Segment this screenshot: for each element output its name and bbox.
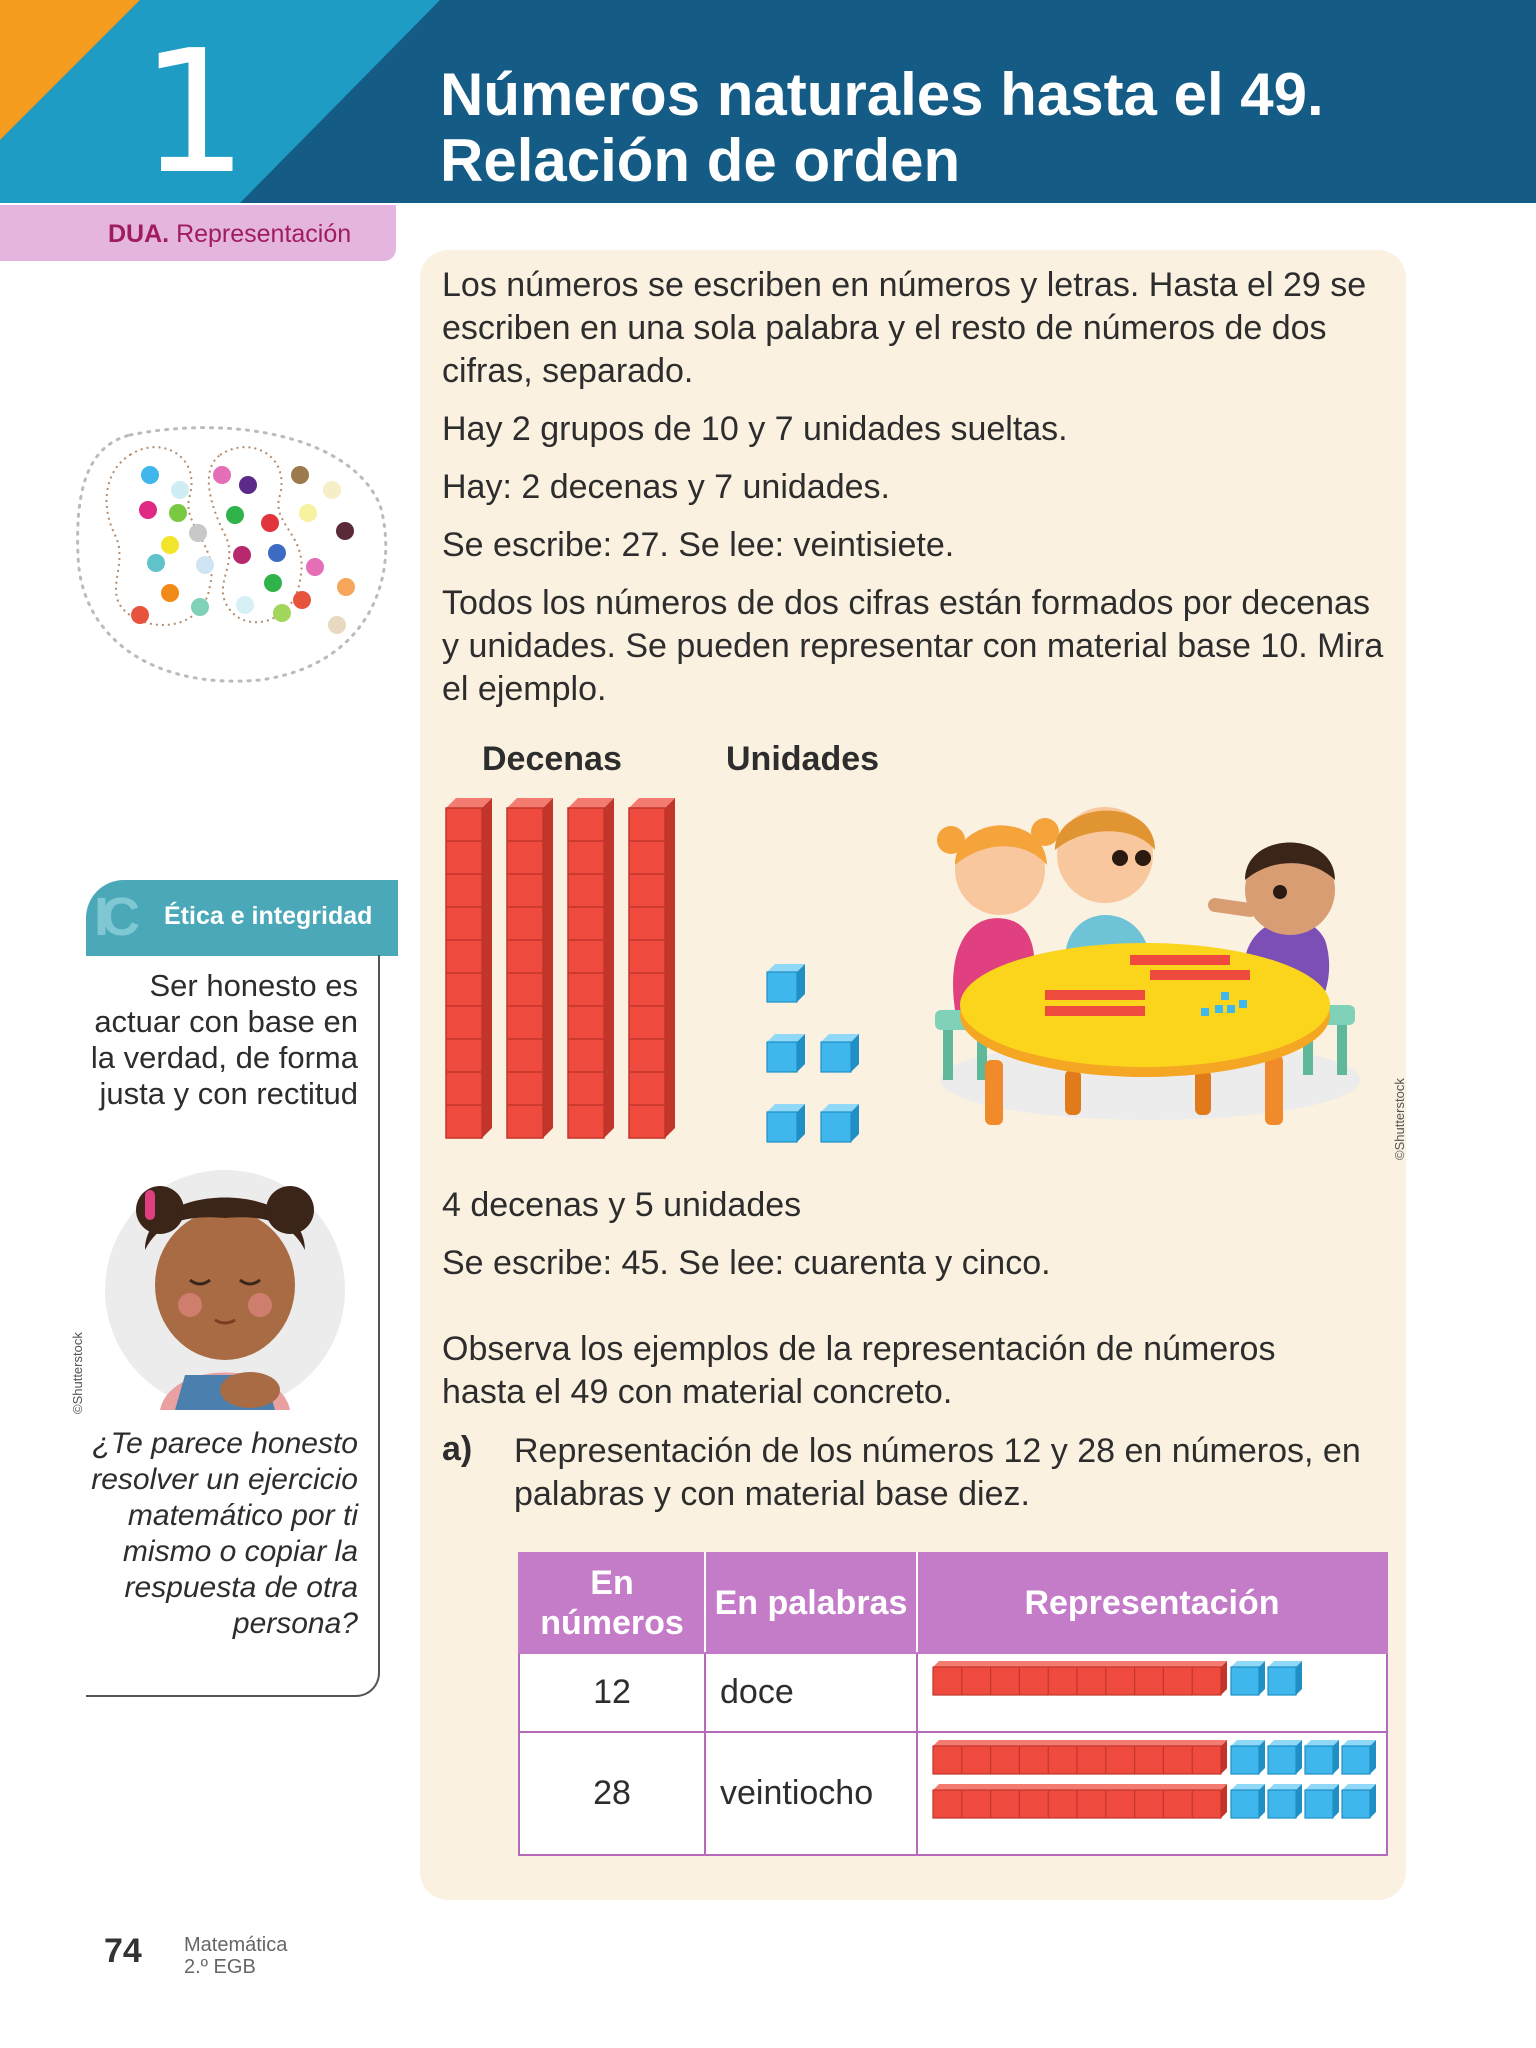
- unit-header: [0, 0, 1536, 203]
- unit-cube: [821, 1034, 859, 1072]
- ten-rod: [933, 1784, 1227, 1818]
- paragraph-intro: Los números se escriben en números y letras. Hasta el 29 se escriben en una sola palabra y el resto de números de dos cifras, separado.: [442, 266, 1367, 390]
- representation-table: [518, 1552, 1388, 1856]
- header-orange-corner: [0, 0, 140, 140]
- paragraph-two-digits: Todos los números de dos cifras están formados por decenas y unidades. Se pueden representar con material base 10. Mira el ejemplo.: [442, 584, 1384, 708]
- paragraph-writes-45: Se escribe: 45. Se lee: cuarenta y cinco.: [442, 1244, 1051, 1282]
- cell-words: doce: [705, 1653, 917, 1732]
- label-unidades: Unidades: [726, 740, 880, 778]
- unit-cube: [767, 964, 805, 1002]
- unit-cube: [1342, 1784, 1376, 1818]
- ethics-question: ¿Te parece honesto resolver un ejercicio matemático por ti mismo o copiar la respuesta de otra persona?: [91, 1427, 358, 1640]
- ten-rod: [629, 798, 675, 1138]
- girl-illustration: [100, 1160, 350, 1410]
- ethics-icon: IC: [94, 887, 132, 947]
- table-row: [519, 1653, 1387, 1732]
- base-ten-blocks: [440, 790, 880, 1160]
- label-decenas: Decenas: [482, 740, 622, 778]
- paragraph-writes-27: Se escribe: 27. Se lee: veintisiete.: [442, 526, 955, 564]
- table-row: [519, 1732, 1387, 1855]
- unit-number: 1: [140, 14, 249, 203]
- ethics-title: Ética e integridad: [164, 902, 373, 930]
- paragraph-groups: Hay 2 grupos de 10 y 7 unidades sueltas.: [442, 410, 1068, 448]
- cell-representation: [917, 1732, 1387, 1855]
- unit-cube: [1268, 1784, 1302, 1818]
- unit-cube: [767, 1104, 805, 1142]
- grouped-dots-illustration: [70, 415, 400, 695]
- cell-number: 28: [519, 1732, 705, 1855]
- page-title: [440, 62, 1324, 194]
- ten-rod: [568, 798, 614, 1138]
- unit-cube: [1305, 1740, 1339, 1774]
- unit-cube: [1342, 1740, 1376, 1774]
- header-en-palabras: En palabras: [705, 1553, 917, 1653]
- cell-number: 12: [519, 1653, 705, 1732]
- children-at-table-illustration: [915, 780, 1385, 1140]
- dua-badge: [0, 205, 396, 261]
- base-ten-representation-12: [919, 1655, 1379, 1721]
- paragraph-45-decomposition: 4 decenas y 5 unidades: [442, 1186, 802, 1224]
- page-number: 74: [104, 1932, 142, 1970]
- ethics-statement: Ser honesto es actuar con base en la verdad, de forma justa y con rectitud: [90, 968, 358, 1111]
- header-representacion: Representación: [917, 1553, 1387, 1653]
- ten-rod: [507, 798, 553, 1138]
- item-a-label: a): [442, 1430, 473, 1468]
- unit-cube: [821, 1104, 859, 1142]
- unit-cube: [1231, 1661, 1265, 1695]
- cell-representation: [917, 1653, 1387, 1732]
- ten-rod: [933, 1740, 1227, 1774]
- ethics-photo-credit: ©Shutterstock: [70, 1332, 85, 1414]
- footer-subject-name: Matemática: [184, 1934, 288, 1956]
- footer-subject: [184, 1934, 287, 1978]
- dua-text: Representación: [176, 220, 352, 248]
- ten-rod: [446, 798, 492, 1138]
- unit-cube: [1231, 1784, 1265, 1818]
- item-a-text: Representación de los números 12 y 28 en números, en palabras y con material base diez.: [514, 1432, 1361, 1513]
- unit-cube: [1231, 1740, 1265, 1774]
- paragraph-decenas-unidades: Hay: 2 decenas y 7 unidades.: [442, 468, 890, 506]
- footer-grade: 2.º EGB: [184, 1956, 256, 1978]
- title-line-1: Números naturales hasta el 49.: [440, 61, 1324, 128]
- header-en-numeros: En números: [519, 1553, 705, 1653]
- ethics-tab: [86, 880, 398, 956]
- cell-words: veintiocho: [705, 1732, 917, 1855]
- title-line-2: Relación de orden: [440, 127, 961, 194]
- unit-cube: [1268, 1740, 1302, 1774]
- paragraph-observe: Observa los ejemplos de la representación de números hasta el 49 con material concreto.: [442, 1330, 1276, 1411]
- unit-cube: [767, 1034, 805, 1072]
- base-ten-representation-28: [919, 1734, 1379, 1844]
- children-photo-credit: ©Shutterstock: [1392, 1078, 1407, 1160]
- ten-rod: [933, 1661, 1227, 1695]
- unit-cube: [1268, 1661, 1302, 1695]
- unit-cube: [1305, 1784, 1339, 1818]
- dua-label: DUA.: [108, 220, 170, 248]
